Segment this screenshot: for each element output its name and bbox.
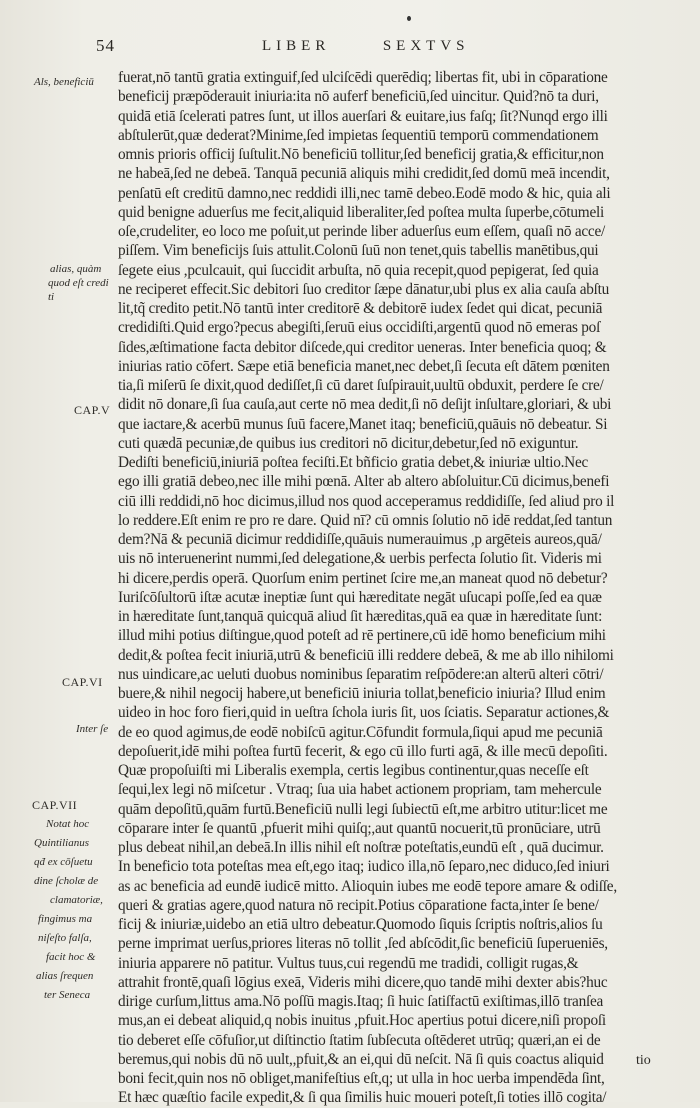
folio-number: 54 (96, 36, 115, 55)
text-line: cōparare inter ſe quantū ,pfuerit mihi quiſq;,aut quantū nocuerit,tū pronūciare, utrū (118, 819, 601, 837)
margin-note: alias ſrequen (36, 970, 94, 982)
margin-note: niſeſto falſa, (38, 932, 92, 944)
text-line: nus uindicare,ac ueluti duobus nominibus ſeparatim reſpōdere:an alterū alteri cōtri/ (118, 665, 604, 683)
text-line: In beneficio tota poteſtas mea eſt,ego itaq; iudico illa,nō ſeparo,nec diduco,ſed iniuri (118, 858, 610, 876)
text-line: ne habeā,ſed ne debeā. Tanquā pecuniā aliquis mihi credidit,ſed domū meā incendit, (118, 165, 610, 183)
text-line: ſequi,lex legi nō miſcetur . Vtraq; ſua uia habet actionem propriam, tam mehercule (118, 781, 602, 799)
text-line: didit nō donare,ſi ſua cauſa,aut certe nō mea dedit,ſi nō deſijt inſultare,gloriari, & ubi (118, 396, 612, 414)
text-line: dedit,& poſtea fecit iniuriā,utrū & beneficiū illi reddere debeā, & me ab illo nihilomi (118, 646, 614, 664)
text-line: iniurias ratio cōfert. Sæpe etiā beneficia manet,nec debet,ſi ſecuta eſt dātem pœniten (118, 357, 610, 375)
text-line: penſatū eſt creditū damno,nec reddidi illi,nec tamē debeo.Eodē modo & hic, quia ali (118, 184, 611, 202)
text-line: quid benigne aduerſus me fecit,aliquid liberaliter,ſed poſtea multa ſuperbe,cōtumeli (118, 203, 604, 221)
margin-note: Als, beneficiū (34, 76, 94, 88)
text-line: queri & gratias agere,quod natura nō recipit.Potius cōparatione facta,inter ſe bene/ (118, 896, 599, 914)
text-line: lo reddere.Eſt enim re pro re dare. Quid nī? cū omnis ſolutio nō idē reddat,ſed tantun (118, 511, 613, 529)
text-line: que iactare,& acerbū munus ſuū facere,Manet itaq; beneficiū,quāuis nō debeatur. Si (118, 415, 608, 433)
text-line: cuti quædā pecuniæ,de quibus ius creditori nō dicitur,debetur,ſed nō exiguntur. (118, 434, 579, 452)
text-line: omnis prioris officij ſuſtulit.Nō beneficiū tollitur,ſed beneficij gratia,& efficitur,non (118, 146, 604, 163)
margin-note: ti (48, 291, 55, 303)
text-line: boni fecit,quin nos nō obliget,manifeſtius eſt,q; ut ulla in hoc uerba impendēda ſint, (118, 1070, 605, 1087)
text-line: as ac beneficia ad eundē iudicē mitto. Alioquin iubes me eodē tepore amare & odiſſe, (118, 877, 617, 895)
text-line: iniuria apparere nō patitur. Vultus tuus,cui regendū me tradidi, colligit rugas,& (118, 954, 579, 972)
ink-dot (407, 16, 411, 21)
text-line: mus,an ei debeat aliquid,q nobis inuitus ,pfuit.Hoc apertius potui dicere,niſi propoſi (118, 1012, 606, 1030)
text-line: ſegete eius ,pculcauit, qui ſuccidit arbuſta, nō quia recepit,quod pepigerat, ſed quia (118, 261, 599, 279)
margin-note: dine ſcholæ de (34, 875, 99, 887)
text-line: dirige curſum,littus ama.Nō poſſū magis.Itaq; ſi huic ſatiſfactū exiſtimas,illō tranſea (118, 993, 604, 1010)
margin-note: facit hoc & (46, 951, 96, 963)
margin-note: Inter ſe (76, 723, 109, 735)
text-line: oſe,crudeliter, eo loco me poſuit,ut perinde liber aduerſus eum eſſem, quaſi nō acce/ (118, 223, 605, 240)
margin-note: ter Seneca (44, 989, 91, 1001)
margin-note: alias, quàm (50, 263, 102, 275)
text-line: buere,& nihil negocij habere,ut beneficiū iniuria tollat,beneficio iniuria? Illud enim (118, 685, 606, 702)
text-line: abſtulerūt,quæ dederat?Minime,ſed impietas ſequentiū temporū commendationem (118, 126, 599, 144)
chapter-marker: CAP.VII (32, 798, 78, 812)
text-line: Dediſti beneficiū,iniuriā poſtea feciſti.Et bñficio gratia debet,& iniuriæ ultio.Nec (118, 454, 589, 471)
chapter-marker: CAP.VI (62, 675, 103, 689)
text-line: in hæreditate ſunt,tanquā quicquā aliud ſit hæreditas,quā ea quæ in hæreditate ſunt: (118, 608, 603, 625)
text-line: de eo quod agimus,de eodē nobiſcū agitur.Cōfundit formula,ſiqui apud me pecuniā (118, 723, 603, 741)
text-line: tio deberet eſſe cōfuſior,ut diſtinctio ſtatim ſubſecuta oſtēderet utrūq; quæri,an ei de (118, 1031, 601, 1049)
margin-note: Quintilianus (34, 837, 90, 849)
text-line: piſſem. Vim beneficijs ſuis attulit.Colonū ſuū non tenet,quis tabellis manētibus,qui (118, 242, 599, 260)
text-line: fuerat,nō tantū gratia extinguif,ſed ulciſcēdi querēdiq; libertas fit, ubi in cōparatione (118, 69, 608, 86)
left-margin (0, 0, 118, 1102)
text-line: ne reciperet effecit.Sic debitori ſuo creditor ſæpe dānatur,ubi plus ex alia cauſa abſtu (118, 280, 610, 298)
text-line: depoſuerit,idē mihi poſtea furtū fecerit, & ego cū illo furti agā, & ille mecū depoſiti. (118, 742, 608, 760)
text-line: tia,ſi miſerū ſe dixit,quod dediſſet,ſi cū daret ſuſpirauit,uultū obduxit, perdere ſe cre/ (118, 377, 604, 394)
text-line: credidiſti.Quid ergo?pecus abegiſti,ſeruū eius occidiſti,argentū quod nō emeras poſ (118, 319, 601, 337)
text-line: quidā etiā ſcelerati patres ſunt, ut illos auerſari & euitare,ius faſq; ſit?Nunqd ergo illi (118, 107, 608, 125)
text-line: illud mihi potius diſtingue,quod poteſt ad rē pertinere,cū idē homo beneficium mihi (118, 627, 606, 645)
margin-note: fingimus ma (38, 913, 93, 925)
running-head: LIBER SEXTVS (262, 38, 470, 54)
text-line: perne imprimat uerſus,priores literas nō tollit ,ſed abſcōdit,ſic beneficiū ſuperueniēs, (118, 935, 608, 953)
text-line: plus debeat nihil,an debeā.In illis nihil eſt noſtræ poteſtatis,eundū eſt , quā ducimur. (118, 839, 604, 856)
text-line: ficij & iniuriæ,uidebo an etiā ultro debeatur.Quomodo ſiquis ſcriptis noſtris,alios ſu (118, 916, 603, 933)
text-line: beneficij præpōderauit iniuria:ita nō auferf beneficiū,ſed uincitur. Quid?nō ta duri, (118, 88, 599, 106)
text-line: ego illi gratiā debeo,nec ille mihi pœnā. Alter ab altero abſoluitur.Cū dicimus,benefi (118, 473, 610, 491)
text-line: uideo in hoc foro fieri,quid in ueſtra ſchola iuris ſit, uos ſciatis. Separatur actiones,& (118, 704, 610, 722)
text-line: ciū illi reddidi,nō hoc dicimus,illud nos quod acceperamus reddidiſſe, ſed aliud pro il (118, 492, 615, 510)
text-line: dem?Nā & pecuniā dicimur reddidiſſe,quāuis numerauimus ,p argēteis aureos,quā/ (118, 531, 602, 548)
text-line: Et hæc quæſtio facile expedit,& ſi qua ſimilis huic moueri poteſt,ſi toties illō cogita/ (118, 1089, 607, 1107)
text-line: hi dicere,perdis operā. Quorſum enim pertinet ſcire me,an maneat quod nō debetur? (118, 569, 608, 587)
text-line: ſides,æſtimatione facta debitor diſcede,qui creditor ueneras. Inter beneficia quoq; & (118, 338, 607, 356)
margin-note: clamatoriæ, (50, 894, 103, 906)
text-line: attrahit frontē,quaſi lōgius exeā, Videris mihi dicere,quo tandē mihi dexter abis?huc (118, 973, 608, 991)
margin-note: quod eſt credi (48, 277, 109, 289)
margin-note: qđ ex cōſuetu (34, 856, 93, 868)
chapter-marker: CAP.V (74, 403, 111, 417)
catchword: tio (636, 1053, 651, 1068)
body-text (118, 68, 666, 1108)
margin-note: Notat hoc (46, 818, 90, 830)
text-line: beremus,qui nobis dū nō uult,,pfuit,& an ei,qui dū neſcit. Nā ſi quis coactus aliquid (118, 1050, 604, 1068)
text-line: Iuriſcōſultorū iſtæ acutæ ineptiæ ſunt qui hæreditate negāt uſucapi poſſe,ſed ea quæ (118, 588, 602, 606)
text-line: Quæ propoſuiſti mi Liberalis exempla, certis legibus continentur,quas neceſſe eſt (118, 762, 589, 779)
text-line: uis nō interuenerint nummi,ſed delegatione,& uerbis perfecta ſolutio ſit. Videris mi (118, 550, 602, 568)
text-line: quām depoſitū,quām furtū.Beneficiū nulli legi ſubiectū eſt,me arbitro utitur:licet me (118, 800, 608, 818)
text-line: lit,tq̃ credito petit.Nō tantū inter creditorē & debitorē iudex ſedet qui dicat, pecuniā (118, 300, 603, 317)
